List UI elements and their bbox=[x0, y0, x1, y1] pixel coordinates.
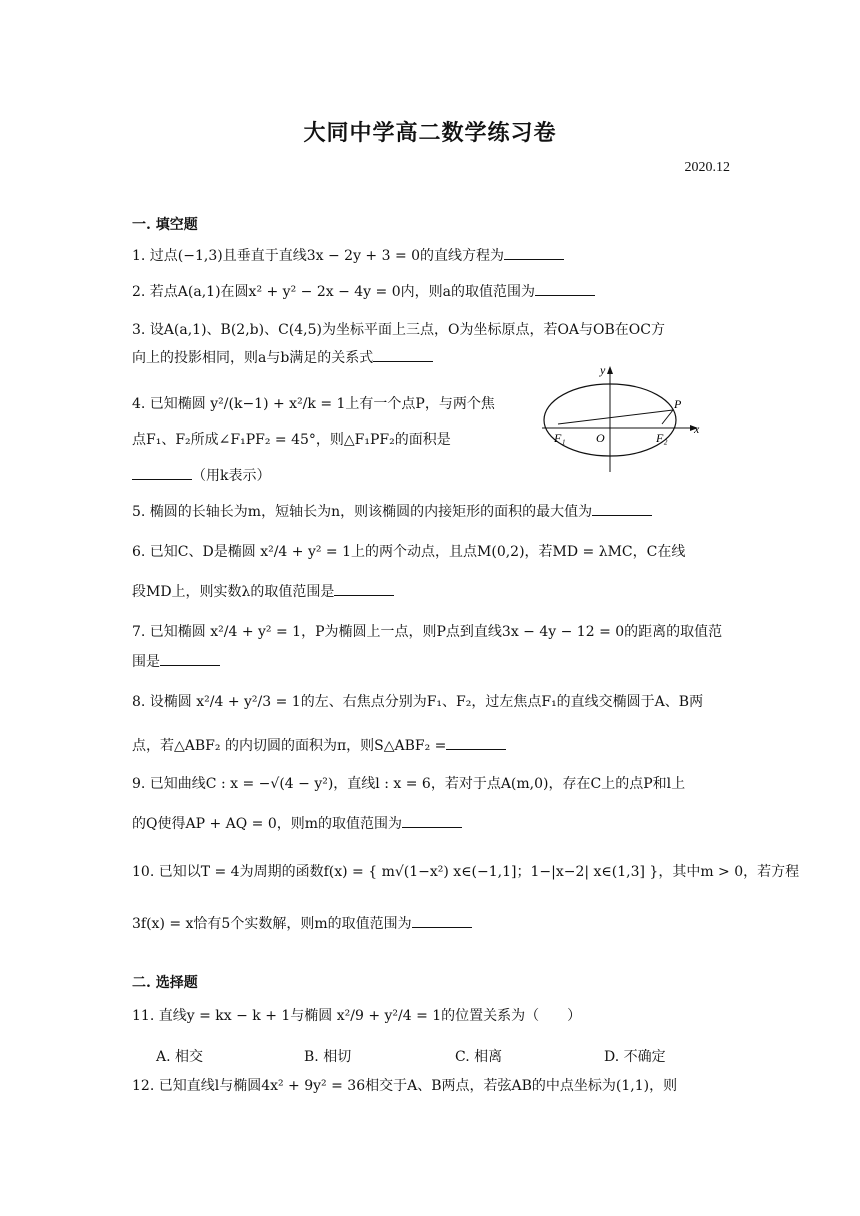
p-label: P bbox=[674, 397, 682, 411]
page-title: 大同中学高二数学练习卷 bbox=[303, 120, 557, 146]
question-12: 12. 已知直线l与椭圆4x² + 9y² = 36相交于A、B两点，若弦AB的中点坐标为(1,1)，则 bbox=[132, 1078, 678, 1094]
question-5: 5. 椭圆的长轴长为m，短轴长为n，则该椭圆的内接矩形的面积的最大值为 bbox=[132, 502, 730, 522]
question-2: 2. 若点A(a,1)在圆x² + y² − 2x − 4y = 0内，则a的取值范围为 bbox=[132, 282, 730, 302]
option-c: C. 相离 bbox=[455, 1049, 503, 1065]
option-a: A. 相交 bbox=[156, 1049, 204, 1065]
option-b: B. 相切 bbox=[304, 1049, 352, 1065]
answer-blank bbox=[535, 283, 595, 296]
question-9-line-1: 9. 已知曲线C : x = −√(4 − y²)，直线l : x = 6，若对于点A(m,0)，存在C上的点P和l上 bbox=[132, 776, 686, 792]
answer-blank bbox=[504, 247, 564, 260]
question-6-line-2: 段MD上，则实数λ的取值范围是 bbox=[132, 582, 730, 602]
exam-date: 2020.12 bbox=[684, 160, 730, 175]
answer-blank bbox=[132, 467, 192, 480]
question-4-line-2: 点F₁、F₂所成∠F₁PF₂ = 45°，则△F₁PF₂的面积是 bbox=[132, 432, 451, 448]
answer-blank bbox=[402, 815, 462, 828]
answer-blank bbox=[412, 915, 472, 928]
answer-blank bbox=[160, 653, 220, 666]
question-3-line-1: 3. 设A(a,1)、B(2,b)、C(4,5)为坐标平面上三点，O为坐标原点，若OA与OB在OC方 bbox=[132, 322, 665, 338]
question-8-line-1: 8. 设椭圆 x²/4 + y²/3 = 1的左、右焦点分别为F₁、F₂，过左焦点F₁的直线交椭圆于A、B两 bbox=[132, 694, 704, 710]
question-6-line-1: 6. 已知C、D是椭圆 x²/4 + y² = 1上的两个动点，且点M(0,2)，若MD = λMC，C在线 bbox=[132, 544, 686, 560]
option-d: D. 不确定 bbox=[604, 1049, 666, 1065]
question-4-line-1: 4. 已知椭圆 y²/(k−1) + x²/k = 1上有一个点P，与两个焦 bbox=[132, 396, 495, 412]
f1-label: F₁ bbox=[554, 431, 566, 445]
y-axis-arrow bbox=[607, 366, 613, 374]
y-axis-label: y bbox=[600, 363, 606, 377]
question-7-line-2: 围是 bbox=[132, 652, 730, 672]
answer-blank bbox=[592, 503, 652, 516]
question-7-line-1: 7. 已知椭圆 x²/4 + y² = 1，P为椭圆上一点，则P点到直线3x − 4y − 12 = 0的距离的取值范 bbox=[132, 624, 723, 640]
segment-f2-p bbox=[662, 410, 673, 424]
origin-label: O bbox=[596, 431, 605, 445]
question-10-line-1: 10. 已知以T = 4为周期的函数f(x) = { m√(1−x²) x∈(−1,1]；1−|x−2| x∈(1,3] }，其中m > 0，若方程 bbox=[132, 864, 800, 880]
question-10-line-2: 3f(x) = x恰有5个实数解，则m的取值范围为 bbox=[132, 914, 730, 934]
section-heading-multiple-choice: 二. 选择题 bbox=[132, 975, 198, 991]
segment-f1-p bbox=[558, 410, 673, 424]
answer-blank bbox=[373, 349, 433, 362]
question-1: 1. 过点(−1,3)且垂直于直线3x − 2y + 3 = 0的直线方程为 bbox=[132, 246, 730, 266]
question-4-line-3: （用k表示） bbox=[132, 466, 522, 486]
question-3-line-2: 向上的投影相同，则a与b满足的关系式 bbox=[132, 348, 730, 368]
x-axis-label: x bbox=[694, 422, 700, 436]
question-11-stem: 11. 直线y = kx − k + 1与椭圆 x²/9 + y²/4 = 1的位置关系为（ ） bbox=[132, 1008, 582, 1024]
answer-blank bbox=[334, 583, 394, 596]
section-heading-fill-in: 一. 填空题 bbox=[132, 217, 198, 233]
f2-label: F₂ bbox=[656, 431, 668, 445]
question-9-line-2: 的Q使得AP + AQ = 0，则m的取值范围为 bbox=[132, 814, 730, 834]
answer-blank bbox=[446, 737, 506, 750]
question-8-line-2: 点，若△ABF₂ 的内切圆的面积为π，则S△ABF₂ = bbox=[132, 736, 730, 756]
ellipse-diagram bbox=[538, 362, 708, 474]
